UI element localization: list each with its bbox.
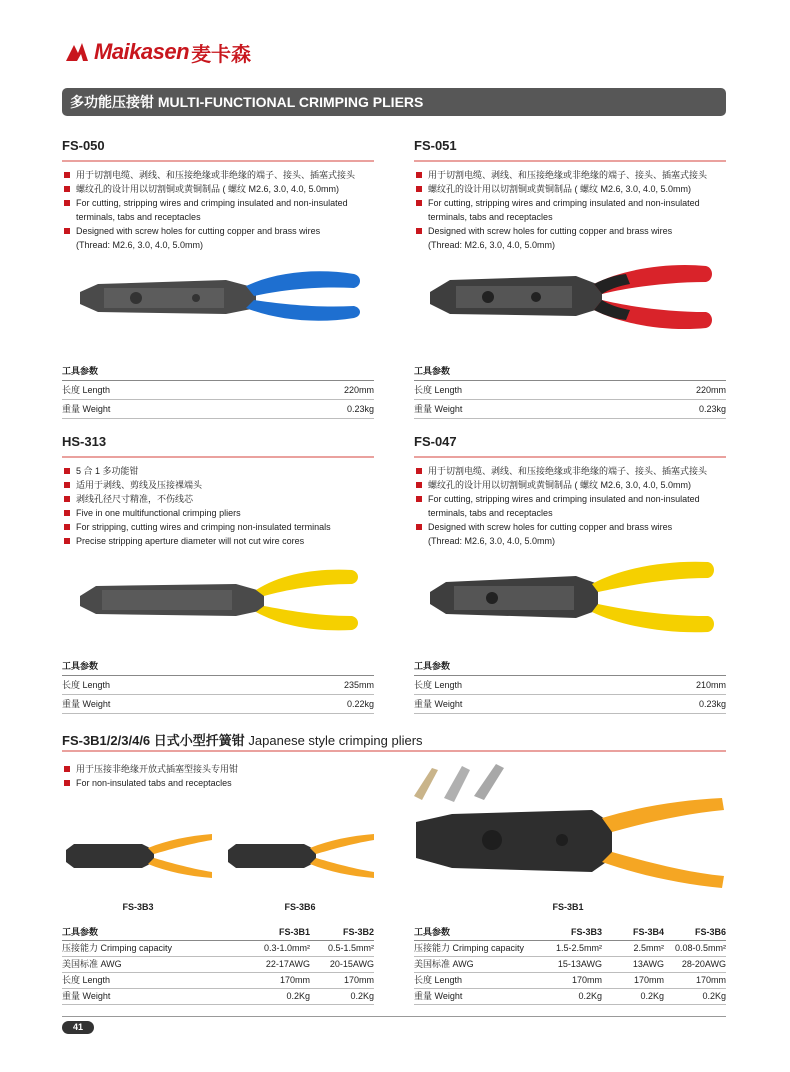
- feature-list: [62, 464, 374, 548]
- feature-item: Precise stripping aperture diameter will not cut wire cores: [62, 534, 374, 548]
- spec-row-weight: 重量 Weight 0.23kg: [62, 400, 374, 419]
- fs050-pliers-image: [76, 262, 366, 334]
- feature-item: 用于切割电缆、剥线、和压接绝缘或非绝缘的端子、接头、插塞式接头: [62, 168, 374, 182]
- product-model: FS-051: [414, 138, 457, 153]
- fs3b3-pliers-image: [64, 828, 214, 884]
- spec-header: 工具参数: [62, 657, 374, 676]
- feature-item-cont: terminals, tabs and receptacles: [428, 212, 553, 222]
- japanese-model: FS-3B1/2/3/4/6: [62, 733, 151, 748]
- divider: [414, 456, 726, 458]
- spec-table-hs313: [62, 657, 374, 714]
- feature-item: For stripping, cutting wires and crimping non-insulated terminals: [62, 520, 374, 534]
- feature-item: Designed with screw holes for cutting copper and brass wires: [414, 520, 726, 534]
- table-row: 美国标准 AWG 15-13AWG 13AWG 28-20AWG: [414, 957, 726, 973]
- japanese-spec-table-left: [62, 925, 374, 1005]
- spec-row-weight: 重量 Weight 0.23kg: [414, 695, 726, 714]
- feature-item: 5 合 1 多功能钳: [62, 464, 374, 478]
- feature-item: Designed with screw holes for cutting copper and brass wires: [62, 224, 374, 238]
- fs047-pliers-image: [426, 556, 716, 640]
- spec-table-fs051: [414, 362, 726, 419]
- divider: [62, 456, 374, 458]
- feature-item-cont: (Thread: M2.6, 3.0, 4.0, 5.0mm): [428, 240, 556, 250]
- table-row: 长度 Length 170mm 170mm 170mm: [414, 973, 726, 989]
- table-row: 美国标准 AWG 22-17AWG 20-15AWG: [62, 957, 374, 973]
- brand-name-cn: 麦卡森: [191, 43, 252, 66]
- fs051-pliers-image: [426, 258, 716, 338]
- spec-row-weight: 重量 Weight 0.22kg: [62, 695, 374, 714]
- feature-item: 用于切割电缆、剥线、和压接绝缘或非绝缘的端子、接头、插塞式接头: [414, 464, 726, 478]
- product-fs047: [414, 434, 726, 548]
- feature-item-cont: terminals, tabs and receptacles: [76, 212, 201, 222]
- feature-item-cont: (Thread: M2.6, 3.0, 4.0, 5.0mm): [76, 240, 204, 250]
- feature-item: Five in one multifunctional crimping pliers: [62, 506, 374, 520]
- section-header: 多功能压接钳 MULTI-FUNCTIONAL CRIMPING PLIERS: [62, 88, 726, 116]
- spec-row-length: 长度 Length 210mm: [414, 676, 726, 695]
- spec-row-length: 长度 Length 220mm: [414, 381, 726, 400]
- product-fs051: [414, 138, 726, 252]
- japanese-section-title: [62, 730, 726, 749]
- feature-item-cont: terminals, tabs and receptacles: [428, 508, 553, 518]
- japanese-title-en: Japanese style crimping pliers: [248, 733, 423, 748]
- feature-item: 用于压接非绝缘开放式插塞型接头专用钳: [62, 762, 374, 776]
- table-row: 压接能力 Crimping capacity 0.3-1.0mm² 0.5-1.5mm²: [62, 941, 374, 957]
- table-row: 重量 Weight 0.2Kg 0.2Kg 0.2Kg: [414, 989, 726, 1005]
- caption-fs3b1: FS-3B1: [552, 902, 584, 912]
- feature-item: 螺纹孔的设计用以切割铜或黄铜制品 ( 螺纹 M2.6, 3.0, 4.0, 5.0mm): [414, 478, 726, 492]
- product-model: HS-313: [62, 434, 107, 449]
- feature-item: For cutting, stripping wires and crimping insulated and non-insulated: [62, 196, 374, 210]
- caption-fs3b3: FS-3B3: [122, 902, 154, 912]
- feature-item: Designed with screw holes for cutting copper and brass wires: [414, 224, 726, 238]
- brand-mark-icon: [64, 41, 90, 63]
- spec-table-fs050: [62, 362, 374, 419]
- brand-name: Maikasen: [94, 39, 190, 64]
- feature-item: For non-insulated tabs and receptacles: [62, 776, 374, 790]
- table-row: 重量 Weight 0.2Kg 0.2Kg: [62, 989, 374, 1005]
- feature-item: 用于切割电缆、剥线、和压接绝缘或非绝缘的端子、接头、插塞式接头: [414, 168, 726, 182]
- spec-header: 工具参数: [414, 362, 726, 381]
- product-fs050: [62, 138, 374, 252]
- divider: [62, 750, 726, 752]
- fs3b6-pliers-image: [226, 828, 376, 884]
- spec-table-fs047: [414, 657, 726, 714]
- caption-fs3b6: FS-3B6: [284, 902, 316, 912]
- divider: [62, 160, 374, 162]
- fs3b1-pliers-image: [412, 796, 726, 896]
- feature-item-cont: (Thread: M2.6, 3.0, 4.0, 5.0mm): [428, 536, 556, 546]
- table-row: 压接能力 Crimping capacity 1.5-2.5mm² 2.5mm² 0.08-0.5mm²: [414, 941, 726, 957]
- hs313-pliers-image: [76, 562, 366, 638]
- product-model: FS-050: [62, 138, 105, 153]
- table-header: 工具参数 FS-3B3 FS-3B4 FS-3B6: [414, 925, 726, 941]
- feature-item: 螺纹孔的设计用以切割铜或黄铜制品 ( 螺纹 M2.6, 3.0, 4.0, 5.0mm): [62, 182, 374, 196]
- footer-divider: [62, 1016, 726, 1017]
- spec-header: 工具参数: [62, 362, 374, 381]
- brand-logo: [64, 38, 304, 66]
- spec-row-length: 长度 Length 220mm: [62, 381, 374, 400]
- table-row: 长度 Length 170mm 170mm: [62, 973, 374, 989]
- spec-row-length: 长度 Length 235mm: [62, 676, 374, 695]
- feature-item: For cutting, stripping wires and crimping insulated and non-insulated: [414, 196, 726, 210]
- feature-item: For cutting, stripping wires and crimping insulated and non-insulated: [414, 492, 726, 506]
- product-model: FS-047: [414, 434, 457, 449]
- feature-item: 剥线孔径尺寸精准，不伤线芯: [62, 492, 374, 506]
- feature-list: [62, 168, 374, 252]
- divider: [414, 160, 726, 162]
- spec-header: 工具参数: [414, 657, 726, 676]
- feature-list: [414, 464, 726, 548]
- japanese-title-cn: 日式小型扦簧钳: [153, 733, 245, 748]
- page-number: 41: [62, 1021, 94, 1034]
- japanese-spec-table-right: [414, 925, 726, 1005]
- japanese-feature-list: [62, 762, 374, 790]
- feature-list: [414, 168, 726, 252]
- feature-item: 螺纹孔的设计用以切割铜或黄铜制品 ( 螺纹 M2.6, 3.0, 4.0, 5.0mm): [414, 182, 726, 196]
- spec-row-weight: 重量 Weight 0.23kg: [414, 400, 726, 419]
- table-header: 工具参数 FS-3B1 FS-3B2: [62, 925, 374, 941]
- product-hs313: [62, 434, 374, 548]
- feature-item: 适用于剥线、剪线及压接裸端头: [62, 478, 374, 492]
